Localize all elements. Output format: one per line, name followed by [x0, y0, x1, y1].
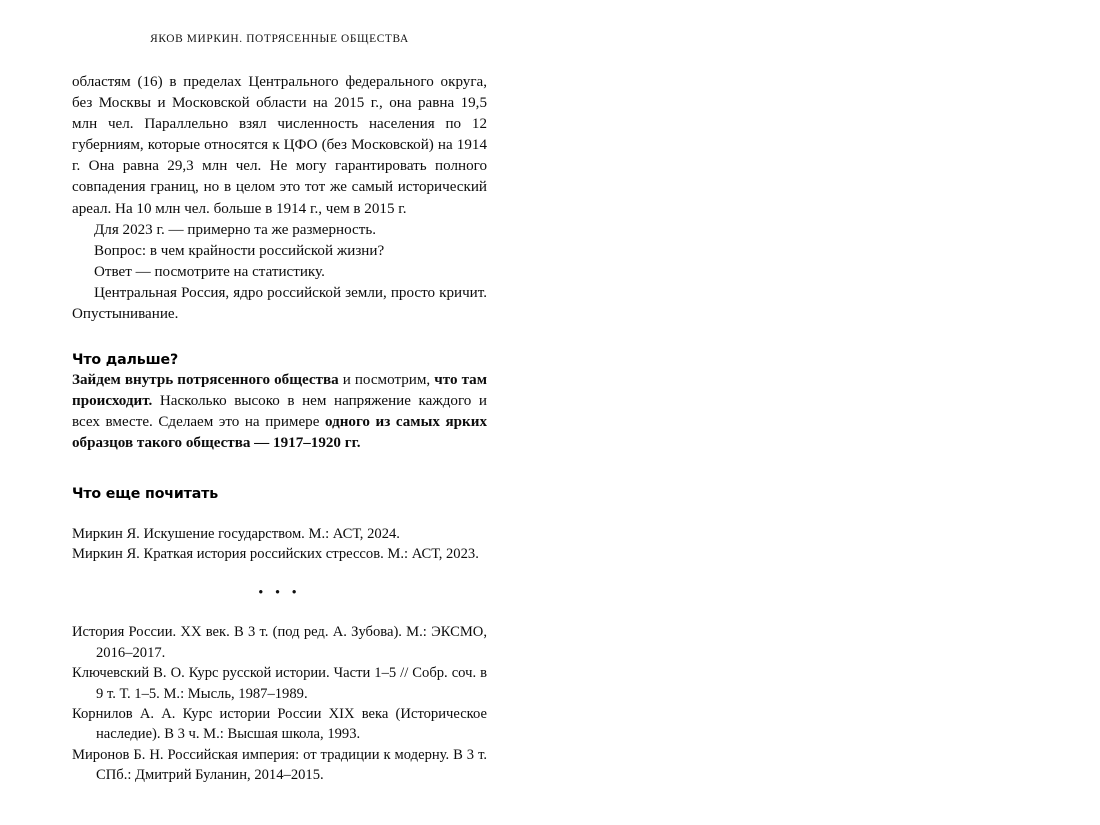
bibliography-secondary: [72, 622, 487, 785]
spacer: [72, 455, 487, 485]
paragraph: Центральная Россия, ядро российской земли, просто кричит. Опустынивание.: [72, 284, 487, 323]
plain-run: и посмотрим,: [338, 372, 435, 389]
spacer: [72, 602, 487, 622]
bibliography-entry: Миронов Б. Н. Российская империя: от традиции к модерну. В 3 т. СПб.: Дмитрий Буланин, 2014–2015.: [72, 746, 487, 784]
bold-run: что там происходит.: [72, 372, 487, 410]
bibliography-entry: Миркин Я. Краткая история российских стрессов. М.: АСТ, 2023.: [72, 545, 479, 562]
spacer: [72, 564, 487, 584]
paragraph-mixed-emphasis: [72, 370, 487, 454]
bibliography-entry: История России. XX век. В 3 т. (под ред. А. Зубова). М.: ЭКСМО, 2016–2017.: [72, 624, 487, 661]
recto-page: [550, 0, 1100, 825]
section-heading-what-next: Что дальше?: [72, 352, 179, 369]
section-heading-further-reading: Что еще почитать: [72, 485, 219, 502]
bibliography-entry: Миркин Я. Искушение государством. М.: АСТ, 2024.: [72, 525, 400, 542]
bibliography-entry: Ключевский В. О. Курс русской истории. Части 1–5 // Собр. соч. в 9 т. Т. 1–5. М.: Мысль, 1987–1989.: [72, 665, 487, 702]
paragraph: областям (16) в пределах Центрального федерального округа, без Москвы и Московской области на 2015 г., она равна 19,5 млн чел. Параллельно взял численность населения по 12 губерниям, которые относятся к ЦФО (без Московской) на 1914 г. Она равна 29,3 млн чел. Не могу гарантировать полного совпадения границ, но в целом это тот же самый исторический ареал. На 10 млн чел. больше в 1914 г., чем в 2015 г.: [72, 74, 487, 217]
spacer: [72, 325, 487, 351]
bold-run: одного из самых ярких образцов такого общества — 1917–1920 гг.: [72, 414, 487, 452]
plain-run: Насколько высоко в нем напряжение каждого и всех вместе. Сделаем это на примере: [72, 393, 487, 431]
spacer: [72, 504, 487, 524]
paragraph: Для 2023 г. — примерно та же размерность.: [94, 221, 377, 238]
paragraph: Ответ — посмотрите на статистику.: [94, 263, 325, 280]
running-head: ЯКОВ МИРКИН. ПОТРЯСЕННЫЕ ОБЩЕСТВА: [150, 33, 409, 45]
verso-text-column: [72, 72, 487, 786]
paragraph: Вопрос: в чем крайности российской жизни?: [94, 242, 385, 259]
bibliography-entry: Корнилов А. А. Курс истории России XIX века (Историческое наследие). В 3 ч. М.: Высшая школа, 1993.: [72, 705, 487, 743]
bibliography-primary: [72, 524, 487, 565]
bold-run: Зайдем внутрь потрясенного общества: [72, 372, 339, 389]
section-separator: • • •: [258, 585, 301, 602]
